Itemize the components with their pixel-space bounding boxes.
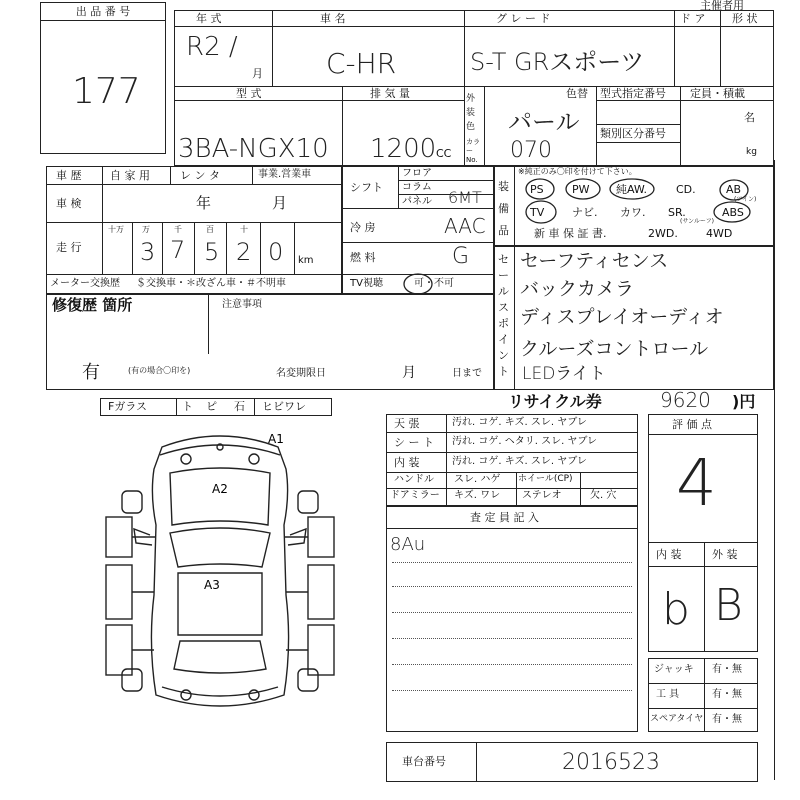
history-private: 自 家 用 bbox=[110, 169, 150, 182]
fuel-label: 燃 料 bbox=[350, 251, 376, 264]
expiry-day: 日まで bbox=[452, 368, 482, 379]
equipment-sr-note: (サンルーフ) bbox=[680, 218, 714, 225]
mileage-digit: 0 bbox=[268, 238, 284, 266]
displacement-label: 排 気 量 bbox=[370, 87, 410, 100]
score-value: 4 bbox=[676, 447, 717, 521]
year-label: 年 式 bbox=[196, 12, 222, 25]
equipment-ab: AB bbox=[726, 183, 742, 196]
equipment-warranty: 新 車 保 証 書. bbox=[534, 227, 607, 240]
tool-jack-value: 有・無 bbox=[712, 664, 742, 675]
expiry-month: 月 bbox=[402, 365, 416, 381]
equipment-navi: ナビ. bbox=[572, 206, 598, 219]
model-designation-label: 型式指定番号 bbox=[600, 87, 666, 100]
sales-point: LEDライト bbox=[522, 364, 606, 384]
mileage-digit: 7 bbox=[170, 236, 186, 264]
diagram-mark-a2: A2 bbox=[212, 482, 228, 496]
listing-number-label: 出 品 番 号 bbox=[75, 5, 131, 18]
condition-ceiling-options: 汚れ. コゲ. キズ. スレ. ヤブレ bbox=[452, 417, 587, 428]
mileage-label: 走 行 bbox=[56, 241, 82, 254]
listing-number-value: 177 bbox=[72, 71, 141, 112]
grade-label: グ レ ー ド bbox=[496, 12, 551, 25]
equipment-note: ※純正のみ〇印を付けて下さい。 bbox=[518, 167, 637, 176]
ext-color-label: 外装色 bbox=[466, 94, 476, 132]
repair-hint: (有の場合〇印を) bbox=[128, 366, 191, 375]
condition-mirror-label: ドアミラー bbox=[390, 490, 440, 501]
condition-handle-label: ハンドル bbox=[394, 474, 434, 485]
condition-stereo-label: ステレオ bbox=[522, 490, 562, 501]
top-right-label: 主催者用 bbox=[700, 0, 744, 12]
tv-label: TV視聴 bbox=[350, 278, 383, 289]
meter-exchange-label: メーター交換歴 bbox=[50, 278, 120, 289]
equipment-aw: 純AW. bbox=[616, 183, 648, 196]
tool-spare-label: スペアタイヤ bbox=[650, 714, 704, 724]
equipment-cd: CD. bbox=[676, 183, 696, 196]
capacity-label: 定員・積載 bbox=[690, 87, 745, 100]
color-value: パール bbox=[508, 108, 580, 136]
model-value: 3BA-NGX10 bbox=[178, 134, 329, 164]
inspection-month-unit: 月 bbox=[272, 194, 288, 212]
equipment-leather: カワ. bbox=[620, 206, 646, 219]
year-value: R2 / bbox=[186, 32, 238, 62]
digit-unit: 十 bbox=[240, 225, 248, 234]
condition-ceiling-label: 天 張 bbox=[394, 417, 420, 430]
mileage-digit: 5 bbox=[204, 238, 220, 266]
digit-unit: 百 bbox=[206, 225, 214, 234]
glass-front: Fガラス bbox=[108, 400, 147, 413]
equipment-2wd: 2WD. bbox=[648, 227, 678, 240]
glass-to: ト bbox=[182, 400, 193, 413]
notes-label: 注意事項 bbox=[222, 299, 262, 310]
sales-point: セーフティセンス bbox=[520, 250, 669, 272]
tool-jack-label: ジャッキ bbox=[654, 664, 694, 675]
diagram-mark-a3: A3 bbox=[204, 578, 220, 592]
condition-stereo-options: 欠. 穴 bbox=[590, 490, 617, 501]
glass-crack: ヒビワレ bbox=[262, 400, 306, 413]
shape-label: 形 状 bbox=[732, 12, 758, 25]
car-name-value: C-HR bbox=[326, 47, 397, 80]
recycle-unit: )円 bbox=[732, 392, 756, 411]
sales-point: クルーズコントロール bbox=[520, 338, 709, 360]
equipment-pw: PW bbox=[572, 183, 590, 196]
color-swap-label: 色替 bbox=[566, 87, 588, 100]
ac-label: 冷 房 bbox=[350, 221, 376, 234]
sales-point: バックカメラ bbox=[520, 278, 635, 300]
color-no-label: カラーNo. bbox=[466, 138, 480, 164]
history-business: 事業.営業車 bbox=[258, 169, 312, 180]
sales-point: ディスプレイオーディオ bbox=[520, 306, 724, 328]
ac-value: AAC bbox=[444, 214, 486, 238]
recycle-value: 9620 bbox=[660, 388, 711, 412]
equipment-ps: PS bbox=[530, 183, 544, 196]
equipment-ab-note: (ツイン) bbox=[734, 196, 757, 203]
mileage-digit: 3 bbox=[140, 238, 156, 266]
color-no-value: 070 bbox=[510, 138, 552, 163]
shift-column: コラム bbox=[402, 182, 432, 193]
inspection-label: 車 検 bbox=[56, 197, 82, 210]
chassis-value: 2016523 bbox=[562, 750, 660, 775]
fuel-value: G bbox=[452, 244, 470, 269]
tool-tools-label: 工 具 bbox=[656, 689, 680, 700]
repair-label: 修復歴 箇所 bbox=[52, 296, 133, 314]
interior-score-label: 内 装 bbox=[656, 548, 682, 561]
capacity-unit-kg: kg bbox=[746, 147, 757, 157]
category-no-label: 類別区分番号 bbox=[600, 127, 666, 140]
shift-floor: フロア bbox=[402, 168, 432, 179]
cc-unit: CC bbox=[436, 147, 452, 160]
digit-unit: 千 bbox=[174, 225, 182, 234]
capacity-unit-persons: 名 bbox=[744, 111, 755, 124]
car-diagram bbox=[100, 425, 340, 725]
equipment-4wd: 4WD bbox=[706, 227, 733, 240]
equipment-label: 装備品 bbox=[498, 180, 509, 237]
glass-pi: ピ bbox=[206, 400, 217, 413]
meter-exchange-options: ＄交換車・＊改ざん車・＃不明車 bbox=[136, 278, 286, 289]
history-label: 車 歴 bbox=[56, 169, 82, 182]
car-name-label: 車 名 bbox=[320, 12, 346, 25]
digit-unit: 万 bbox=[142, 225, 150, 234]
digit-unit: 十万 bbox=[108, 225, 124, 234]
km-unit: km bbox=[298, 255, 314, 266]
model-label: 型 式 bbox=[236, 87, 262, 100]
equipment-sr: SR. bbox=[668, 206, 686, 219]
condition-mirror-options: キズ. ワレ bbox=[454, 490, 501, 501]
sales-points-label: セールスポイント bbox=[498, 253, 509, 378]
shift-panel: パネル bbox=[402, 196, 432, 207]
recycle-label: リサイクル券 bbox=[508, 392, 602, 411]
tv-options: 可・不可 bbox=[414, 278, 454, 289]
inspector-value: 8Au bbox=[390, 534, 426, 555]
condition-interior-options: 汚れ. コゲ. キズ. スレ. ヤブレ bbox=[452, 456, 587, 467]
interior-score-value: b bbox=[662, 584, 690, 635]
equipment-abs: ABS bbox=[722, 206, 744, 219]
condition-handle-options: スレ. ハゲ bbox=[454, 474, 501, 485]
condition-interior-label: 内 装 bbox=[394, 456, 420, 469]
door-label: ド ア bbox=[680, 12, 706, 25]
glass-stone: 石 bbox=[234, 400, 245, 413]
exterior-score-label: 外 装 bbox=[712, 548, 738, 561]
expiry-label: 名変期限日 bbox=[276, 368, 326, 379]
inspector-label: 査 定 員 記 入 bbox=[470, 511, 539, 524]
history-rental: レ ン タ bbox=[180, 169, 220, 182]
month-unit: 月 bbox=[252, 67, 263, 80]
equipment-tv: TV bbox=[530, 206, 545, 219]
grade-value: S-T GRスポーツ bbox=[470, 48, 645, 76]
inspection-year-unit: 年 bbox=[196, 194, 212, 212]
tool-spare-value: 有・無 bbox=[712, 714, 742, 725]
displacement-value: 1200 bbox=[370, 134, 437, 164]
score-label: 評 価 点 bbox=[672, 418, 712, 431]
shift-value: 6MT bbox=[448, 188, 482, 207]
repair-value: 有 bbox=[82, 362, 100, 383]
mileage-digit: 2 bbox=[236, 238, 252, 266]
chassis-label: 車台番号 bbox=[402, 755, 446, 768]
tool-tools-value: 有・無 bbox=[712, 689, 742, 700]
condition-seat-options: 汚れ. コゲ. ヘタリ. スレ. ヤブレ bbox=[452, 436, 598, 447]
condition-wheel-label: ホイール(CP) bbox=[518, 474, 573, 484]
exterior-score-value: B bbox=[714, 580, 743, 631]
shift-label: シフト bbox=[350, 181, 383, 194]
condition-seat-label: シ ー ト bbox=[394, 436, 434, 449]
diagram-mark-a1: A1 bbox=[268, 432, 284, 446]
